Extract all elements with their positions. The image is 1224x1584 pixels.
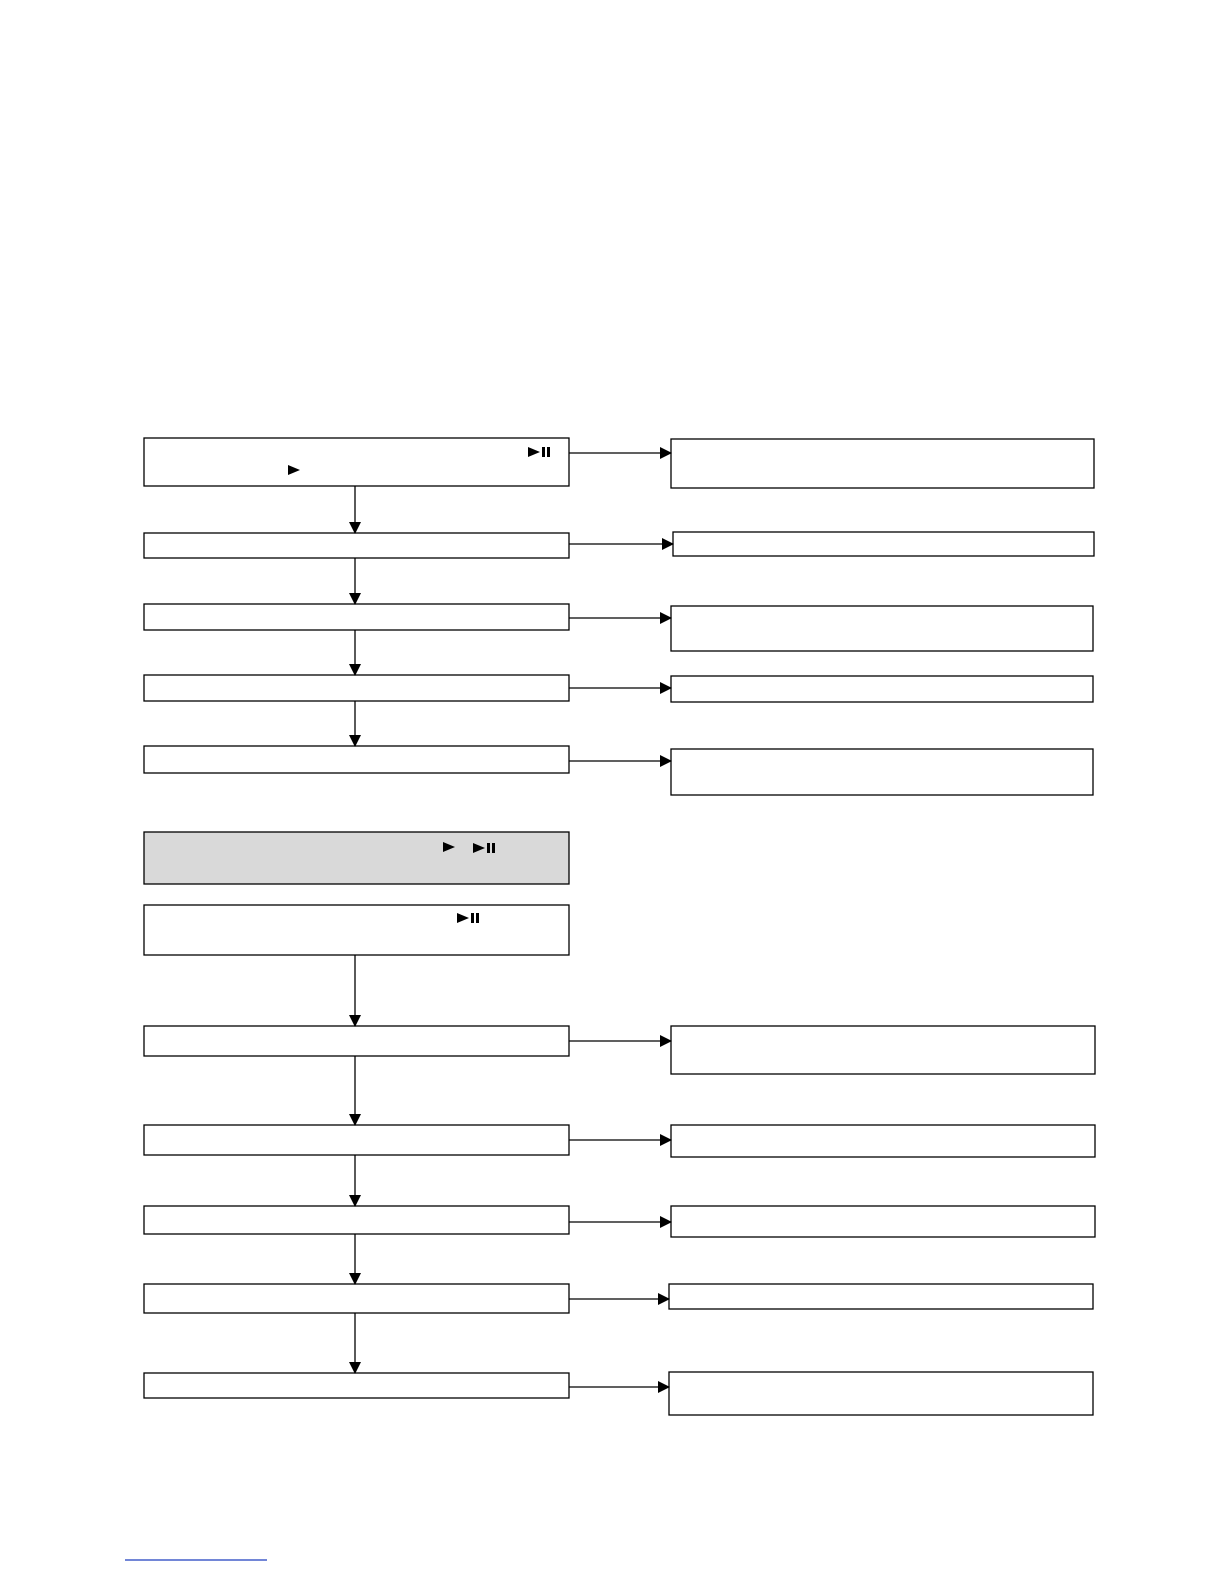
result-7-box — [671, 1026, 1095, 1074]
step-1-box — [144, 438, 569, 486]
result-2-box — [673, 532, 1094, 556]
step-7-box — [144, 1026, 569, 1056]
step-9-box — [144, 1206, 569, 1234]
result-4-box — [671, 676, 1093, 702]
result-9-box — [671, 1206, 1095, 1237]
step-5-box — [144, 746, 569, 773]
step-11-box — [144, 1373, 569, 1398]
result-1-box — [671, 439, 1094, 488]
step-10-box — [144, 1284, 569, 1313]
step-3-box — [144, 604, 569, 630]
result-8-box — [671, 1125, 1095, 1157]
step-6-box — [144, 905, 569, 955]
result-3-box — [671, 606, 1093, 651]
step-8-box — [144, 1125, 569, 1155]
result-11-box — [669, 1372, 1093, 1415]
step-2-box — [144, 533, 569, 558]
shaded-note-box — [144, 832, 569, 884]
step-4-box — [144, 675, 569, 701]
result-5-box — [671, 749, 1093, 795]
result-10-box — [669, 1284, 1093, 1309]
